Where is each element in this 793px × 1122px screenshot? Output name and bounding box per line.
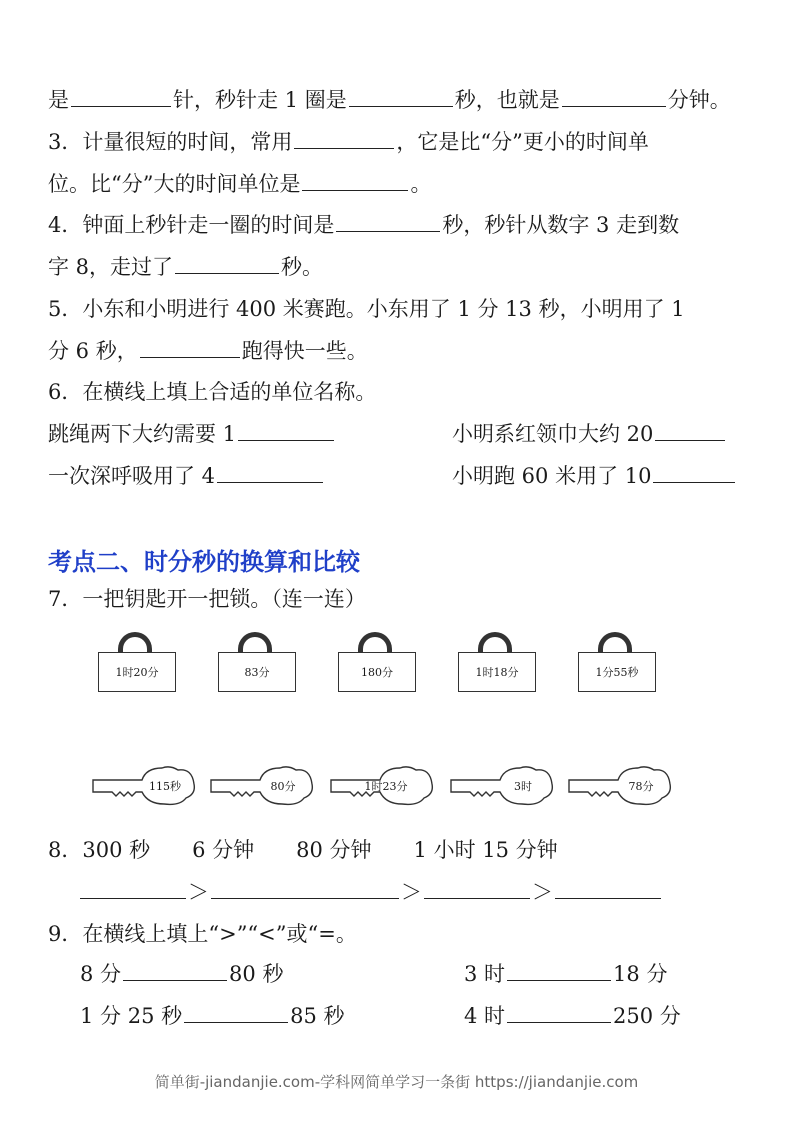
answer-blank[interactable]	[562, 86, 666, 107]
key[interactable]	[328, 764, 438, 808]
key-label: 80分	[270, 780, 296, 793]
text: 4 时	[464, 1004, 506, 1028]
answer-blank[interactable]	[71, 86, 171, 107]
text: 位。比“分”大的时间单位是	[48, 172, 301, 196]
greater-than-sign: ＞	[188, 880, 209, 904]
answer-blank[interactable]	[507, 960, 611, 981]
question-6-title: 6．在横线上填上合适的单位名称。	[48, 380, 377, 404]
answer-blank[interactable]	[655, 420, 725, 441]
text: 分 6 秒，	[48, 339, 138, 363]
answer-blank[interactable]	[424, 878, 530, 899]
key-label: 78分	[628, 780, 654, 793]
question-9-row-1-right	[464, 960, 667, 988]
text: 小明跑 60 米用了 10	[452, 464, 652, 488]
answer-blank[interactable]	[555, 878, 661, 899]
text: 80 秒	[229, 962, 284, 986]
lock-label: 1时18分	[458, 652, 536, 692]
section-heading: 考点二、时分秒的换算和比较	[48, 548, 360, 576]
lock-label: 83分	[218, 652, 296, 692]
lock[interactable]	[218, 632, 296, 692]
text: 。	[410, 172, 432, 196]
text: 字 8，走过了	[48, 255, 174, 279]
lock-label: 1时20分	[98, 652, 176, 692]
answer-blank[interactable]	[336, 211, 440, 232]
text: 秒，也就是	[454, 88, 560, 112]
text: 跳绳两下大约需要 1	[48, 422, 237, 446]
lock-label: 1分55秒	[578, 652, 656, 692]
question-8-answer-row	[78, 878, 663, 906]
lock[interactable]	[338, 632, 416, 692]
question-6-row-2-right	[452, 462, 737, 490]
answer-blank[interactable]	[217, 462, 323, 483]
text: 跑得快一些。	[241, 339, 368, 363]
greater-than-sign: ＞	[401, 880, 422, 904]
answer-blank[interactable]	[80, 878, 186, 899]
lock[interactable]	[578, 632, 656, 692]
question-9-row-2-left	[80, 1002, 345, 1030]
question-9-row-1-left	[80, 960, 283, 988]
text: 小明系红领巾大约 20	[452, 422, 654, 446]
answer-blank[interactable]	[175, 253, 279, 274]
question-4-line-2	[48, 253, 323, 281]
question-5-line-1: 5．小东和小明进行 400 米赛跑。小东用了 1 分 13 秒，小明用了 1	[48, 297, 685, 321]
answer-blank[interactable]	[140, 337, 240, 358]
lock[interactable]	[458, 632, 536, 692]
question-9-title: 9．在横线上填上“>”“<”或“=。	[48, 922, 357, 946]
text: 是	[48, 88, 69, 112]
text: 8 分	[80, 962, 122, 986]
text: 针，秒针走 1 圈是	[173, 88, 347, 112]
question-3-line-1	[48, 128, 649, 156]
question-4-line-1	[48, 211, 679, 239]
question-5-line-2	[48, 337, 368, 365]
key[interactable]	[448, 764, 558, 808]
text: 250 分	[613, 1004, 681, 1028]
text: 分钟。	[667, 88, 731, 112]
key[interactable]	[566, 764, 676, 808]
text: 一次深呼吸用了 4	[48, 464, 216, 488]
question-8-items: 8．300 秒 6 分钟 80 分钟 1 小时 15 分钟	[48, 838, 558, 862]
answer-blank[interactable]	[507, 1002, 611, 1023]
question-6-row-1	[48, 420, 336, 448]
text: 秒，秒针从数字 3 走到数	[442, 213, 680, 237]
answer-blank[interactable]	[123, 960, 227, 981]
answer-blank[interactable]	[184, 1002, 288, 1023]
text: 3 时	[464, 962, 506, 986]
text: 85 秒	[290, 1004, 345, 1028]
lock[interactable]	[98, 632, 176, 692]
key[interactable]	[90, 764, 200, 808]
key-label: 115秒	[149, 780, 181, 793]
footer-watermark: 简单街-jiandanjie.com-学科网简单学习一条街 https://jiandanjie.com	[154, 1073, 639, 1091]
question-6-row-1-right	[452, 420, 727, 448]
key-label: 3时	[514, 780, 532, 793]
question-9-row-2-right	[464, 1002, 681, 1030]
answer-blank[interactable]	[211, 878, 399, 899]
answer-blank[interactable]	[653, 462, 735, 483]
text: 3．计量很短的时间，常用	[48, 130, 293, 154]
text: 1 分 25 秒	[80, 1004, 183, 1028]
question-2-continuation	[48, 86, 731, 114]
answer-blank[interactable]	[349, 86, 453, 107]
text: 4．钟面上秒针走一圈的时间是	[48, 213, 335, 237]
key-label: 1时23分	[364, 780, 408, 793]
key[interactable]	[208, 764, 318, 808]
question-3-line-2	[48, 170, 431, 198]
text: ，它是比“分”更小的时间单	[396, 130, 649, 154]
question-7-title: 7．一把钥匙开一把锁。（连一连）	[48, 587, 366, 611]
text: 秒。	[281, 255, 324, 279]
answer-blank[interactable]	[294, 128, 394, 149]
question-6-row-2	[48, 462, 325, 490]
answer-blank[interactable]	[238, 420, 334, 441]
lock-label: 180分	[338, 652, 416, 692]
answer-blank[interactable]	[302, 170, 408, 191]
text: 18 分	[613, 962, 668, 986]
greater-than-sign: ＞	[532, 880, 553, 904]
